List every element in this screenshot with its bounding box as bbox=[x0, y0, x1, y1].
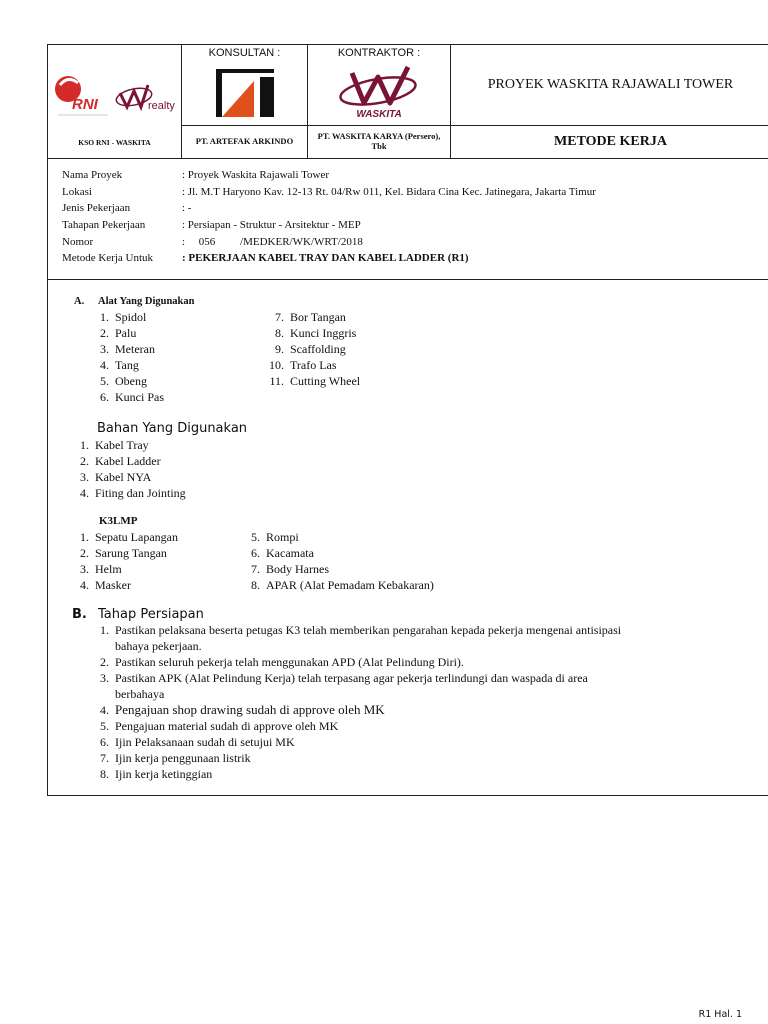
list-item-number: 4. bbox=[100, 703, 109, 717]
list-item bbox=[71, 469, 186, 485]
list-item-text: Pengajuan material sudah di approve oleh MK bbox=[115, 719, 339, 733]
list-item-text: Sarung Tangan bbox=[95, 546, 167, 560]
list-item-text: Obeng bbox=[115, 374, 147, 388]
list-item-text: Sepatu Lapangan bbox=[95, 530, 178, 544]
kso-caption: KSO RNI - WASKITA bbox=[78, 137, 151, 147]
list-item-text: Ijin kerja penggunaan listrik bbox=[115, 751, 251, 765]
list-item-number: 5. bbox=[100, 719, 109, 733]
list-item-text: Bor Tangan bbox=[290, 310, 346, 324]
list-item-number: 7. bbox=[100, 751, 109, 765]
tools-column-2 bbox=[266, 309, 360, 405]
info-label: Nama Proyek bbox=[62, 169, 123, 181]
list-item-number: 2. bbox=[100, 655, 109, 669]
info-value: : 056 /MEDKER/WK/WRT/2018 bbox=[182, 235, 363, 248]
list-item-number: 8. bbox=[251, 578, 260, 592]
list-item-text: Pastikan seluruh pekerja telah menggunakan APD (Alat Pelindung Diri). bbox=[115, 655, 464, 669]
kontraktor-cell bbox=[308, 45, 451, 158]
info-row bbox=[62, 252, 768, 269]
list-item-number: 4. bbox=[100, 358, 109, 372]
list-item-number: 2. bbox=[100, 326, 109, 340]
list-item-text: Palu bbox=[115, 326, 137, 340]
section-letter: A. bbox=[74, 296, 85, 307]
list-item bbox=[91, 373, 266, 389]
list-item bbox=[93, 670, 633, 702]
k3-list bbox=[71, 529, 768, 593]
info-row bbox=[62, 169, 768, 186]
list-item bbox=[93, 718, 633, 734]
list-item-number: 6. bbox=[100, 735, 109, 749]
title-cell bbox=[451, 45, 768, 158]
list-item-number: 4. bbox=[80, 578, 89, 592]
list-item bbox=[93, 702, 633, 718]
kso-logos bbox=[48, 45, 181, 127]
list-item-text: Kunci Inggris bbox=[290, 326, 357, 340]
list-item-text: Kacamata bbox=[266, 546, 314, 560]
list-item bbox=[91, 389, 266, 405]
list-item-text: Fiting dan Jointing bbox=[95, 486, 186, 500]
list-item bbox=[91, 309, 266, 325]
list-item-number: 11. bbox=[269, 374, 284, 388]
list-item bbox=[71, 437, 186, 453]
list-item-number: 6. bbox=[251, 546, 260, 560]
info-label: Lokasi bbox=[62, 185, 92, 198]
info-row bbox=[62, 202, 768, 219]
svg-text:RNI: RNI bbox=[72, 96, 98, 113]
list-item-number: 6. bbox=[100, 390, 109, 404]
list-item bbox=[91, 341, 266, 357]
list-item-text: Pastikan pelaksana beserta petugas K3 telah memberikan pengarahan kepada pekerja mengenai antisipasi bahaya pekerjaan. bbox=[115, 623, 622, 653]
list-item-text: Kabel Tray bbox=[95, 438, 149, 452]
list-item bbox=[91, 325, 266, 341]
list-item-number: 2. bbox=[80, 546, 89, 560]
list-item-text: Ijin kerja ketinggian bbox=[115, 767, 213, 781]
k3-column-2 bbox=[242, 529, 434, 593]
list-item-number: 5. bbox=[251, 530, 260, 544]
rni-waskita-realty-logo bbox=[48, 45, 182, 127]
k3-column-1 bbox=[71, 529, 242, 593]
list-item bbox=[266, 325, 360, 341]
list-item bbox=[266, 373, 360, 389]
list-item bbox=[242, 577, 434, 593]
list-item-text: Helm bbox=[95, 562, 122, 576]
list-item-text: Pengajuan shop drawing sudah di approve oleh MK bbox=[115, 702, 385, 717]
list-item-number: 3. bbox=[80, 470, 89, 484]
list-item-number: 8. bbox=[100, 767, 109, 781]
list-item bbox=[93, 654, 633, 670]
list-item-text: APAR (Alat Pemadam Kebakaran) bbox=[266, 578, 434, 592]
list-item-number: 5. bbox=[100, 374, 109, 388]
konsultan-top bbox=[182, 45, 307, 126]
list-item-text: Kabel NYA bbox=[95, 470, 152, 484]
header-logo-cell bbox=[48, 45, 182, 158]
section-letter: B. bbox=[72, 607, 87, 622]
info-row bbox=[62, 236, 768, 253]
info-label: Metode Kerja Untuk bbox=[62, 252, 154, 265]
list-item-number: 3. bbox=[100, 671, 109, 685]
page-footer: R1 Hal. 1 bbox=[698, 1009, 742, 1020]
list-item-text: Scaffolding bbox=[290, 342, 346, 356]
kontraktor-name: PT. WASKITA KARYA (Persero), Tbk bbox=[317, 131, 441, 151]
list-item-text: Rompi bbox=[266, 530, 299, 544]
list-item bbox=[91, 357, 266, 373]
list-item-text: Ijin Pelaksanaan sudah di setujui MK bbox=[115, 735, 295, 749]
list-item bbox=[93, 750, 633, 766]
tools-column-1 bbox=[91, 309, 266, 405]
list-item-number: 4. bbox=[80, 486, 89, 500]
list-item-number: 1. bbox=[80, 438, 89, 452]
list-item bbox=[242, 561, 434, 577]
project-info bbox=[48, 159, 768, 280]
info-label: Tahapan Pekerjaan bbox=[62, 219, 146, 232]
list-item bbox=[71, 545, 242, 561]
list-item-number: 7. bbox=[251, 562, 260, 576]
info-row bbox=[62, 219, 768, 236]
list-item-number: 3. bbox=[100, 342, 109, 356]
document-page bbox=[47, 44, 768, 796]
list-item bbox=[93, 734, 633, 750]
section-title: Alat Yang Digunakan bbox=[98, 296, 195, 307]
method-body bbox=[48, 280, 768, 795]
list-item-text: Body Harnes bbox=[266, 562, 329, 576]
kontraktor-top bbox=[308, 45, 450, 126]
tools-list bbox=[91, 309, 768, 405]
list-item bbox=[266, 357, 360, 373]
konsultan-cell bbox=[182, 45, 308, 158]
list-item-number: 10. bbox=[269, 358, 284, 372]
list-item-number: 9. bbox=[275, 342, 284, 356]
materials-title: Bahan Yang Digunakan bbox=[97, 421, 248, 436]
list-item-number: 1. bbox=[100, 310, 109, 324]
svg-text:WASKITA: WASKITA bbox=[356, 109, 402, 120]
list-item bbox=[93, 766, 633, 782]
list-item bbox=[71, 529, 242, 545]
list-item-number: 3. bbox=[80, 562, 89, 576]
list-item-number: 1. bbox=[80, 530, 89, 544]
info-row bbox=[62, 186, 768, 203]
list-item-text: Spidol bbox=[115, 310, 147, 324]
info-value: : PEKERJAAN KABEL TRAY DAN KABEL LADDER (R1) bbox=[182, 252, 469, 265]
info-label: Jenis Pekerjaan bbox=[62, 202, 131, 215]
list-item-text: Pastikan APK (Alat Pelindung Kerja) telah terpasang agar pekerja terlindungi dan waspada di area berbahaya bbox=[115, 671, 588, 701]
preparation-list bbox=[93, 622, 633, 782]
list-item-number: 8. bbox=[275, 326, 284, 340]
konsultan-name: PT. ARTEFAK ARKINDO bbox=[195, 136, 294, 147]
list-item-text: Kabel Ladder bbox=[95, 454, 161, 468]
kontraktor-label: KONTRAKTOR : bbox=[337, 47, 421, 59]
svg-text:realty: realty bbox=[148, 100, 175, 112]
info-value: : Jl. M.T Haryono Kav. 12-13 Rt. 04/Rw 011, Kel. Bidara Cina Kec. Jatinegara, Jakarta Timur bbox=[182, 185, 596, 198]
list-item-number: 1. bbox=[100, 623, 109, 637]
list-item-text: Meteran bbox=[115, 342, 155, 356]
info-value: : Persiapan - Struktur - Arsitektur - MEP bbox=[182, 219, 361, 232]
list-item-text: Trafo Las bbox=[290, 358, 337, 372]
doc-type-title: METODE KERJA bbox=[554, 134, 667, 149]
konsultan-label: KONSULTAN : bbox=[208, 47, 281, 59]
project-title: PROYEK WASKITA RAJAWALI TOWER bbox=[451, 45, 768, 126]
section-title: Tahap Persiapan bbox=[98, 607, 204, 622]
materials-column bbox=[71, 437, 186, 501]
section-a-heading bbox=[74, 296, 768, 307]
list-item-text: Masker bbox=[95, 578, 131, 592]
k3-title: K3LMP bbox=[99, 515, 138, 527]
section-b-heading bbox=[72, 607, 768, 622]
list-item-number: 2. bbox=[80, 454, 89, 468]
list-item bbox=[71, 485, 186, 501]
info-label: Nomor bbox=[62, 235, 94, 248]
list-item bbox=[71, 577, 242, 593]
list-item-text: Cutting Wheel bbox=[290, 374, 361, 388]
list-item-text: Kunci Pas bbox=[115, 390, 164, 404]
waskita-logo-icon bbox=[308, 59, 451, 121]
materials-list bbox=[75, 437, 768, 501]
list-item bbox=[71, 453, 186, 469]
list-item bbox=[266, 341, 360, 357]
list-item-number: 7. bbox=[275, 310, 284, 324]
info-value: : Proyek Waskita Rajawali Tower bbox=[182, 169, 330, 181]
list-item bbox=[242, 529, 434, 545]
info-value: : - bbox=[182, 202, 192, 215]
header-table bbox=[48, 45, 768, 159]
list-item bbox=[71, 561, 242, 577]
artefak-logo-icon bbox=[182, 59, 308, 119]
list-item-text: Tang bbox=[115, 358, 139, 372]
list-item bbox=[266, 309, 360, 325]
list-item bbox=[242, 545, 434, 561]
list-item bbox=[93, 622, 633, 654]
